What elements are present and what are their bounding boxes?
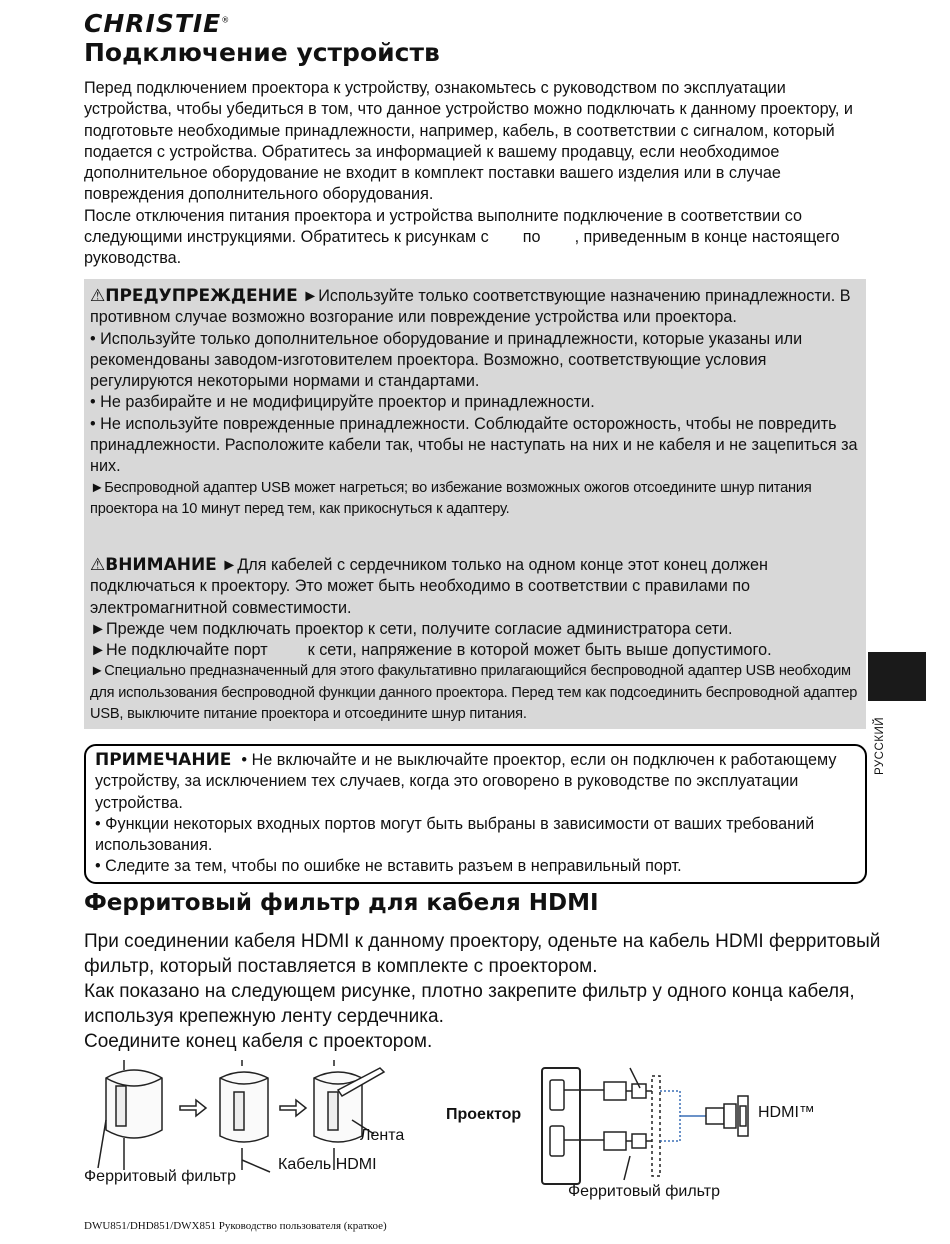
cable-label: Кабель HDMI bbox=[278, 1156, 377, 1173]
hdmi-label: HDMI™ bbox=[758, 1104, 815, 1121]
caution-section bbox=[90, 555, 862, 725]
warning-bullet: • Используйте только дополнительное оборудование и принадлежности, которые указаны или рекомендованы заводом-изготовителем проектора. Возможно, соответствующие условия регулируются некоторыми нормами и стандартами. bbox=[90, 329, 803, 391]
warning-lead: ►Используйте только соответствующие назначению принадлежности. В противном случае возможно возгорание или повреждение устройства или проектора. bbox=[90, 287, 851, 327]
intro-paragraph-1: Перед подключением проектора к устройству, ознакомьтесь с руководством по эксплуатации устройства, чтобы убедиться в том, что данное устройство можно подключать к данному проектору, и подготовьте необходимые принадлежности, например, кабель, в соответствии с сигналом, который подается с устройства. Обратитесь за информацией к вашему продавцу, если необходимое дополнительное оборудование не входит в комплект поставки вашего изделия или в случае повреждения дополнительного оборудования. bbox=[84, 79, 853, 204]
warning-label: ⚠ПРЕДУПРЕЖДЕНИЕ bbox=[90, 286, 298, 306]
intro-paragraph-2: После отключения питания проектора и устройства выполните подключение в соответствии со следующими инструкциями. Обратитесь к рисункам с по , приведенным в конце настоящего руководства. bbox=[84, 206, 840, 268]
tape-label: Лента bbox=[360, 1127, 405, 1144]
ferrite-line: Как показано на следующем рисунке, плотно закрепите фильтр у одного конца кабеля, используя крепежную ленту сердечника. bbox=[84, 981, 855, 1027]
warning-usb-note: ►Беспроводной адаптер USB может нагреться; во избежание возможных ожогов отсоедините шнур питания проектора на 10 минут перед тем, как прикоснуться к адаптеру. bbox=[90, 479, 812, 517]
warning-bullet: • Не разбирайте и не модифицируйте проектор и принадлежности. bbox=[90, 393, 595, 412]
ferrite-illustration bbox=[84, 1060, 844, 1210]
language-label: РУССКИЙ bbox=[874, 716, 886, 776]
note-bullet: • Функции некоторых входных портов могут быть выбраны в зависимости от ваших требований использования. bbox=[95, 814, 815, 855]
caution-lead: ►Для кабелей с сердечником только на одном конце этот конец должен подключаться к проектору. Это может быть необходимо в соответствии с правилами по электромагнитной совместимости. bbox=[90, 556, 768, 617]
christie-logo: CHRISTIE® bbox=[84, 9, 231, 38]
filter-label-right: Ферритовый фильтр bbox=[568, 1183, 720, 1200]
caution-usb-note: ►Специально предназначенный для этого факультативно прилагающийся беспроводной адаптер USB необходим для использования беспроводной функции данного проектора. Перед тем как подсоединить беспроводной адаптер USB, выключите питание проектора и отсоедините шнур питания. bbox=[90, 663, 858, 723]
footer: DWU851/DHD851/DWX851 Руководство пользователя (краткое) bbox=[84, 1220, 387, 1232]
ferrite-line: Соедините конец кабеля с проектором. bbox=[84, 1031, 433, 1052]
caution-admin: ►Прежде чем подключать проектор к сети, получите согласие администратора сети. bbox=[90, 619, 733, 638]
intro-text bbox=[84, 78, 874, 270]
ferrite-line: При соединении кабеля HDMI к данному проектору, оденьте на кабель HDMI ферритовый фильтр, который поставляется в комплекте с проектором. bbox=[84, 931, 881, 977]
note-bullet: • Не включайте и не выключайте проектор, если он подключен к работающему устройству, за исключением тех случаев, когда это оговорено в руководстве по эксплуатации устройства. bbox=[95, 751, 837, 812]
page-title: Подключение устройств bbox=[84, 38, 440, 67]
ferrite-text bbox=[84, 929, 884, 1054]
warning-caution-box bbox=[84, 279, 866, 729]
caution-label: ⚠ВНИМАНИЕ bbox=[90, 555, 217, 575]
ferrite-figure bbox=[84, 1060, 844, 1210]
warning-section bbox=[90, 286, 862, 520]
caution-port: ►Не подключайте порт к сети, напряжение в которой может быть выше допустимого. bbox=[90, 641, 772, 660]
warning-bullet: • Не используйте поврежденные принадлежности. Соблюдайте осторожность, чтобы не повредить принадлежности. Расположите кабели так, чтобы не наступать на них и не кабеля и не зацепиться за них. bbox=[90, 414, 858, 476]
note-box bbox=[84, 744, 867, 884]
note-label: ПРИМЕЧАНИЕ bbox=[95, 750, 232, 770]
filter-label-left: Ферритовый фильтр bbox=[84, 1168, 236, 1185]
note-bullet: • Следите за тем, чтобы по ошибке не вставить разъем в неправильный порт. bbox=[95, 857, 682, 876]
projector-label: Проектор bbox=[446, 1106, 522, 1123]
section-tab bbox=[868, 652, 926, 701]
ferrite-title: Ферритовый фильтр для кабеля HDMI bbox=[84, 890, 599, 916]
